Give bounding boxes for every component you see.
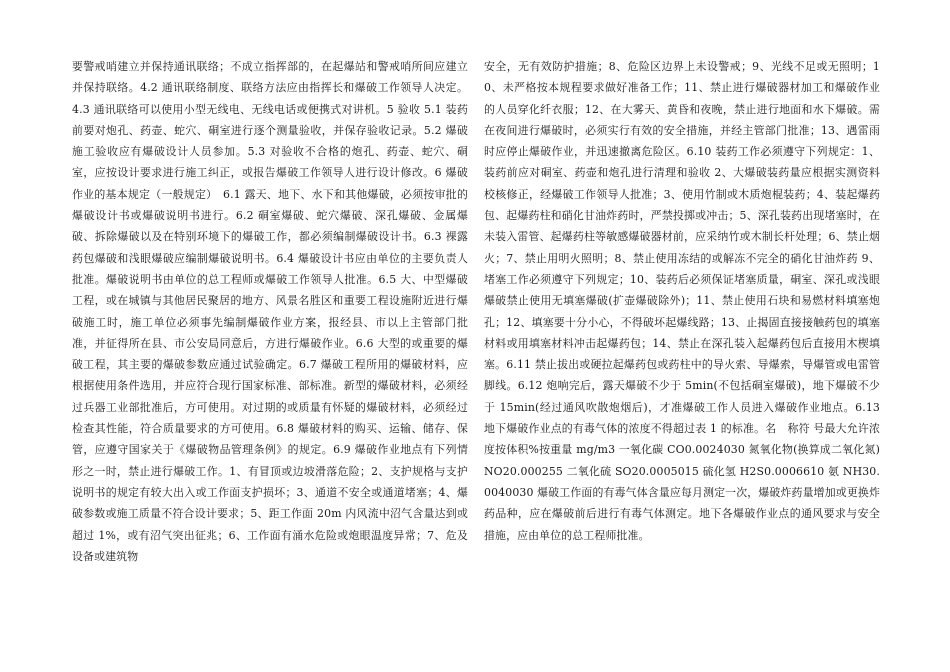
left-text-column (72, 56, 468, 567)
right-column-text: 安全，无有效防护措施；8、危险区边界上未设警戒；9、光线不足或无照明；10、未严格按本规程要求做好准备工作；11、禁止进行爆破器材加工和爆破作业的人员穿化纤衣服；12、在大雾天、黄昏和夜晚，禁止进行地面和水下爆破。需在夜间进行爆破时，必须实行有效的安全措施，并经主管部门批准；13、遇雷雨时应停止爆破作业，并迅速撤离危险区。6.10 装药工作必须遵守下列规定：1、装药前应对硐室、药壶和炮孔进行清理和验收 2、大爆破装药量应根据实测资料校核修正，经爆破工作领导人批准；3、使用竹制或木质炮棍装药；4、装起爆药包、起爆药柱和硝化甘油炸药时，严禁投掷或冲击；5、深孔装药出现堵塞时，在未装入雷管、起爆药柱等敏感爆破器材前，应采纳竹或木制长杆处理；6、禁止烟火；7、禁止用明火照明；8、禁止使用冻结的或解冻不完全的硝化甘油炸药 9、堵塞工作必须遵守下列规定；10、装药后必须保证堵塞质量，硐室、深孔或浅眼爆破禁止使用无填塞爆破(扩壶爆破除外)；11、禁止使用石块和易燃材料填塞炮孔；12、填塞要十分小心，不得破坏起爆线路；13、止揭固直接接触药包的填塞材料或用填塞材料冲击起爆药包；14、禁止在深孔装入起爆药包后直接用木楔填塞。6.11 禁止拔出或硬拉起爆药包或药柱中的导火索、导爆索，导爆管或电雷管脚线。6.12 炮响完后，露天爆破不少于 5min(不包括硐室爆破)，地下爆破不少于 15min(经过通风吹散炮烟后)，才准爆破工作人员进入爆破作业地点。6.13 地下爆破作业点的有毒气体的浓度不得超过表 1 的标准。名 称符 号最大允许浓度按体积%按重量 mg/m3 一氧化碳 CO0.0024030 氮氧化物(换算成二氧化氮)NO20.000255 二氧化硫 SO20.0005015 硫化氢 H2S0.0006610 氨 NH30.0040030 爆破工作面的有毒气体含量应每月测定一次，爆破炸药量增加或更换炸药品种，应在爆破前后进行有毒气体测定。地下各爆破作业点的通风要求与安全措施，应由单位的总工程师批准。 (484, 60, 880, 542)
left-column-text: 要警戒哨建立并保持通讯联络；不成立指挥部的，在起爆站和警戒哨所间应建立并保持联络。4.2 通讯联络制度、联络方法应由指挥长和爆破工作领导人决定。4.3 通讯联络可以使用小型无线电、无线电话或便携式对讲机。5 验收 5.1 装药前要对炮孔、药壶、蛇穴、硐室进行逐个测量验收，并保存验收记录。5.2 爆破施工验收应有爆破设计人员参加。5.3 对验收不合格的炮孔、药壶、蛇穴、硐室，应按设计要求进行施工纠正，或报告爆破工作领导人进行设计修改。6 爆破作业的基本规定（一般规定） 6.1 露天、地下、水下和其他爆破，必须按审批的爆破设计书或爆破说明书进行。6.2 硐室爆破、蛇穴爆破、深孔爆破、金属爆破、拆除爆破以及在特别环境下的爆破工作，都必须编制爆破设计书。6.3 裸露药包爆破和浅眼爆破应编制爆破说明书。6.4 爆破设计书应由单位的主要负责人批准。爆破说明书由单位的总工程师或爆破工作领导人批准。6.5 大、中型爆破工程，或在城镇与其他居民聚居的地方、风景名胜区和重要工程设施附近进行爆破施工时，施工单位必须事先编制爆破作业方案，报经县、市以上主管部门批准，并征得所在县、市公安局同意后，方进行爆破作业。6.6 大型的或重要的爆破工程，其主要的爆破参数应通过试验确定。6.7 爆破工程所用的爆破材料，应根据使用条件选用，并应符合现行国家标准、部标准。新型的爆破材料，必须经过兵器工业部批准后，方可使用。对过期的或质量有怀疑的爆破材料，必须经过检查其性能，符合质量要求的方可使用。6.8 爆破材料的购买、运输、储存、保管，应遵守国家关于《爆破物品管理条例》的规定。6.9 爆破作业地点有下列情形之一时，禁止进行爆破工作。1、有冒顶或边坡滑落危险；2、支护规格与支护说明书的规定有较大出入或工作面支护损坏；3、通道不安全或通道堵塞；4、爆破参数或施工质量不符合设计要求；5、距工作面 20m 内风流中沼气含量达到或超过 1%，或有沼气突出征兆；6、工作面有涌水危险或炮眼温度异常；7、危及设备或建筑物 (72, 60, 468, 563)
right-text-column (484, 56, 880, 546)
